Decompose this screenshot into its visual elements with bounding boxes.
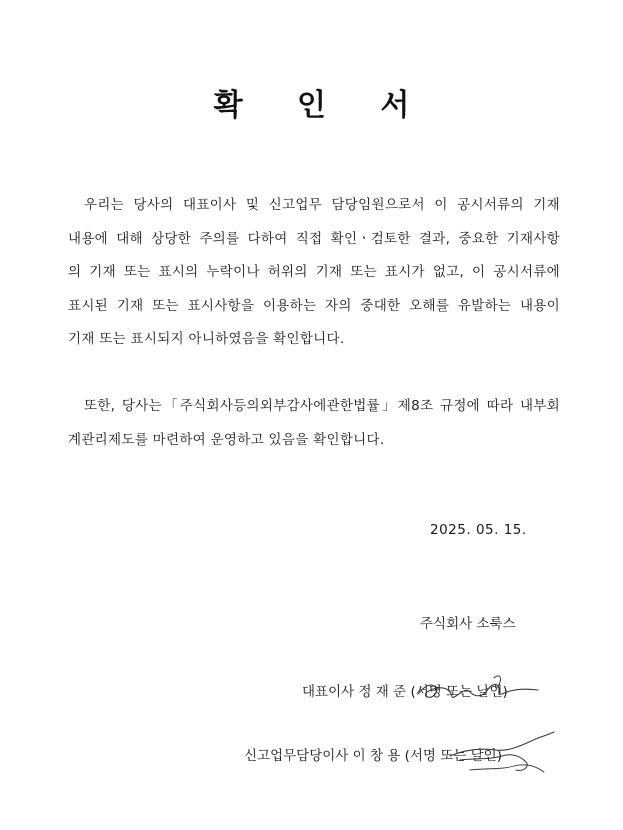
document-date: 2025. 05. 15. xyxy=(430,522,527,538)
ceo-signature-line: 대표이사 정 재 준 (서명 또는 날인) xyxy=(302,684,508,700)
paragraph-line: 내용에 대해 상당한 주의를 다하여 직접 확인ㆍ검토한 결과, 중요한 기재사항 xyxy=(68,230,560,247)
paragraph-line: 또한, 당사는「주식회사등의외부감사에관한법률」제8조 규정에 따라 내부회 xyxy=(84,398,560,414)
paragraph-line: 계관리제도를 마련하여 운영하고 있음을 확인합니다. xyxy=(68,431,385,448)
paragraph-line: 의 기재 또는 표시의 누락이나 허위의 기재 또는 표시가 없고, 이 공시서류에 xyxy=(68,264,560,280)
confirmation-paragraph xyxy=(68,189,560,357)
document-title: 확 인 서 xyxy=(213,88,432,123)
company-name: 주식회사 소룩스 xyxy=(420,616,516,632)
internal-control-paragraph xyxy=(68,390,560,457)
disclosure-officer-signature-line: 신고업무담당이사 이 창 용 (서명 또는 날인) xyxy=(244,748,502,764)
paragraph-line: 우리는 당사의 대표이사 및 신고업무 담당임원으로서 이 공시서류의 기재 xyxy=(84,197,560,213)
paragraph-line: 표시된 기재 또는 표시사항을 이용하는 자의 중대한 오해를 유발하는 내용이 xyxy=(68,297,560,314)
paragraph-line: 기재 또는 표시되지 아니하였음을 확인합니다. xyxy=(68,331,345,347)
